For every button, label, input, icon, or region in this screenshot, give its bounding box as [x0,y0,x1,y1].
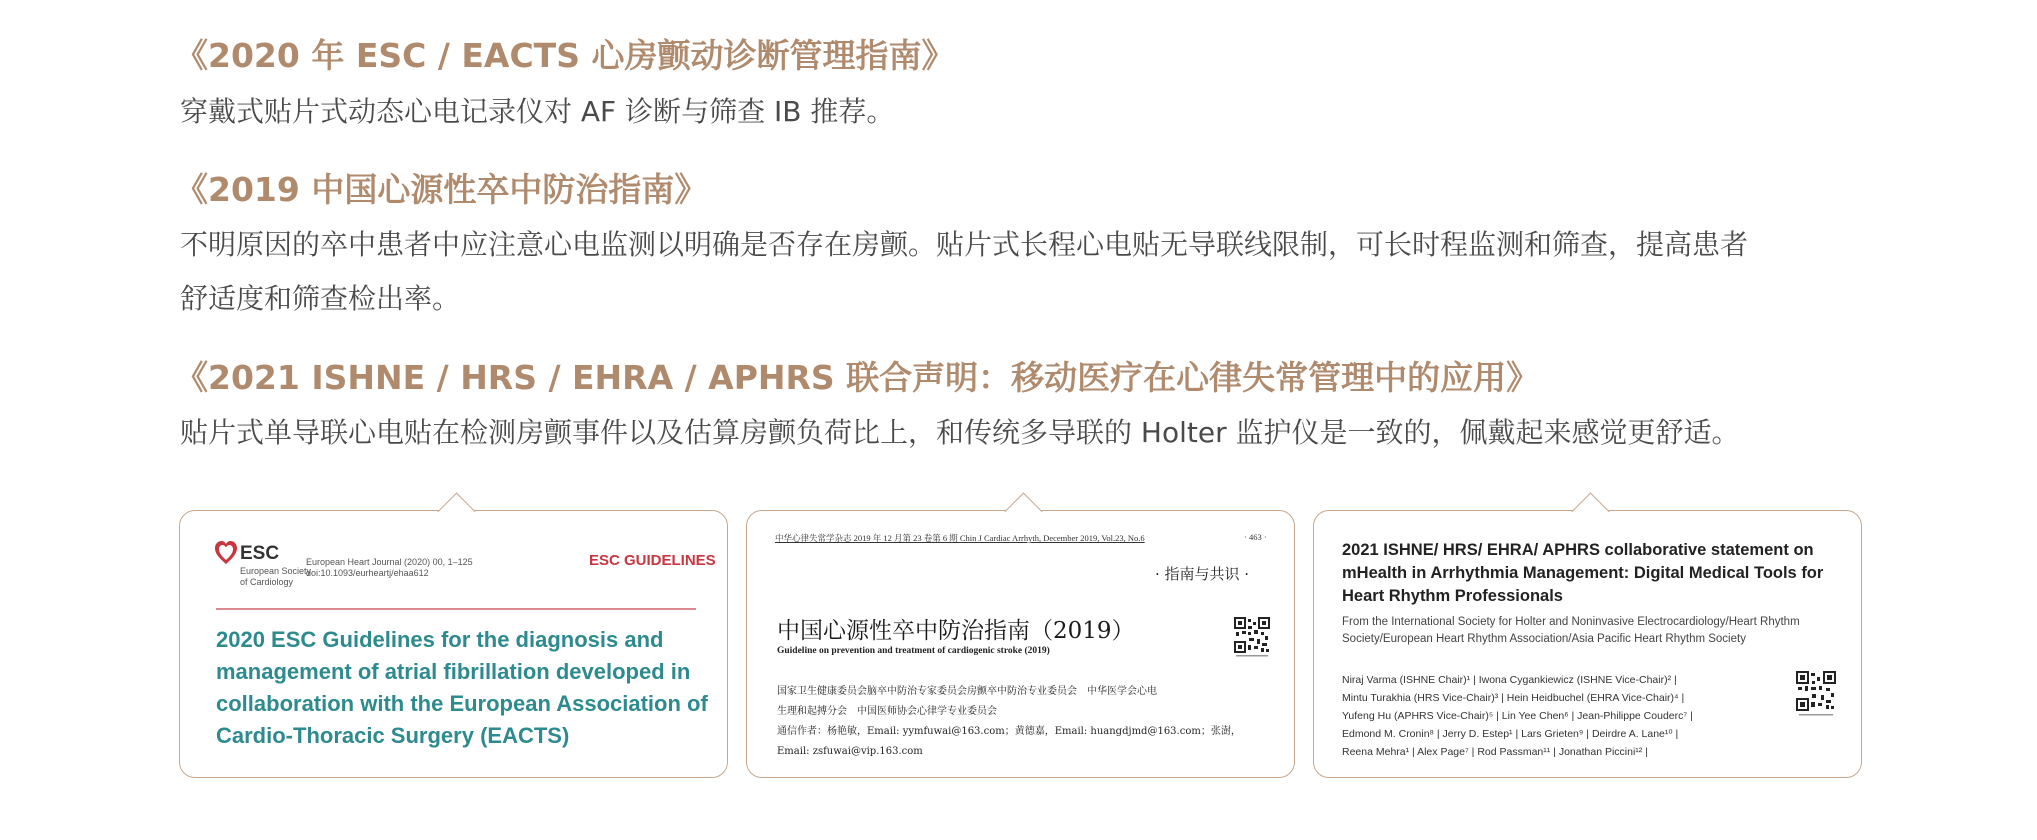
esc-heart-logo-icon [214,540,238,566]
esc-journal-line1: European Heart Journal (2020) 00, 1–125 [306,557,473,567]
section-text-china-stroke-line2: 舒适度和筛查检出率。 [180,282,461,315]
esc-divider [216,608,696,610]
esc-logo-text: ESC [240,543,280,564]
china-guideline-subtitle: Guideline on prevention and treatment of cardiogenic stroke (2019) [777,646,1050,656]
section-heading-esc-eacts: 《2020 年 ESC / EACTS 心房颤动诊断管理指南》 [175,36,955,75]
section-heading-ishne-statement: 《2021 ISHNE / HRS / EHRA / APHRS 联合声明：移动医疗在心律失常管理中的应用》 [175,358,1540,397]
china-guideline-title: 中国心源性卒中防治指南（2019） [777,618,1135,644]
esc-society-line1: European Society [240,566,312,576]
china-body-line4: Email: zsfuwai@vip.163.com [777,746,923,757]
china-body-line1: 国家卫生健康委员会脑卒中防治专家委员会房颤卒中防治专业委员会 中华医学会心电 [777,686,1157,697]
ishne-statement-card [1313,510,1862,778]
qr-code-icon [1234,617,1270,657]
china-page-number: · 463 · [1244,532,1267,542]
card-pointer [1571,492,1609,530]
china-body-line2: 生理和起搏分会 中国医师协会心律学专业委员会 [777,706,997,717]
china-guideline-tag: · 指南与共识 · [1155,565,1250,583]
china-body-line3: 通信作者：杨艳敏，Email: yymfuwai@163.com；黄德嘉，Email: huangdjmd@163.com；张澍， [777,726,1241,737]
section-text-china-stroke-line1: 不明原因的卒中患者中应注意心电监测以明确是否存在房颤。贴片式长程心电贴无导联线限制，可长时程监测和筛查，提高患者 [180,228,1749,261]
ishne-authors-line5: Reena Mehra¹ | Alex Page⁷ | Rod Passman¹¹ | Jonathan Piccini¹² | [1342,746,1648,758]
esc-guideline-card [179,510,728,778]
esc-journal-line2: doi:10.1093/eurheartj/ehaa612 [306,568,429,578]
ishne-authors-line1: Niraj Varma (ISHNE Chair)¹ | Iwona Cygankiewicz (ISHNE Vice-Chair)² | [1342,674,1677,686]
section-heading-china-stroke: 《2019 中国心源性卒中防治指南》 [175,170,708,209]
card-pointer [437,492,475,530]
ishne-statement-subtitle: From the International Society for Holter and Noninvasive Electrocardiology/Heart Rhythm Society/European Heart Rhythm Association/Asia Pacific Heart Rhythm Society [1342,616,1800,645]
esc-guideline-title: 2020 ESC Guidelines for the diagnosis and management of atrial fibrillation developed in collaboration with the European Association of Cardio-Thoracic Surgery (EACTS) [216,627,708,748]
ishne-authors-line4: Edmond M. Cronin⁸ | Jerry D. Estep¹ | Lars Grieten⁹ | Deirdre A. Lane¹⁰ | [1342,728,1679,740]
section-text-ishne-statement: 贴片式单导联心电贴在检测房颤事件以及估算房颤负荷比上，和传统多导联的 Holter 监护仪是一致的，佩戴起来感觉更舒适。 [180,416,1740,449]
ishne-statement-title: 2021 ISHNE/ HRS/ EHRA/ APHRS collaborative statement on mHealth in Arrhythmia Management: Digital Medical Tools for Heart Rhythm Professionals [1342,541,1824,605]
card-pointer [1004,492,1042,530]
ishne-authors-line3: Yufeng Hu (APHRS Vice-Chair)⁵ | Lin Yee Chen⁶ | Jean-Philippe Couderc⁷ | [1342,710,1693,722]
qr-code-icon [1796,671,1836,717]
esc-guidelines-label: ESC GUIDELINES [589,552,716,569]
ishne-authors-line2: Mintu Turakhia (HRS Vice-Chair)³ | Hein Heidbuchel (EHRA Vice-Chair)⁴ | [1342,692,1685,704]
section-text-esc-eacts: 穿戴式贴片式动态心电记录仪对 AF 诊断与筛查 IB 推荐。 [180,95,895,128]
esc-society-line2: of Cardiology [240,577,294,587]
china-journal-header: 中华心律失常学杂志 2019 年 12 月第 23 卷第 6 期 Chin J Cardiac Arrhyth, December 2019, Vol.23, No.6 [775,533,1145,543]
china-guideline-card [746,510,1295,778]
